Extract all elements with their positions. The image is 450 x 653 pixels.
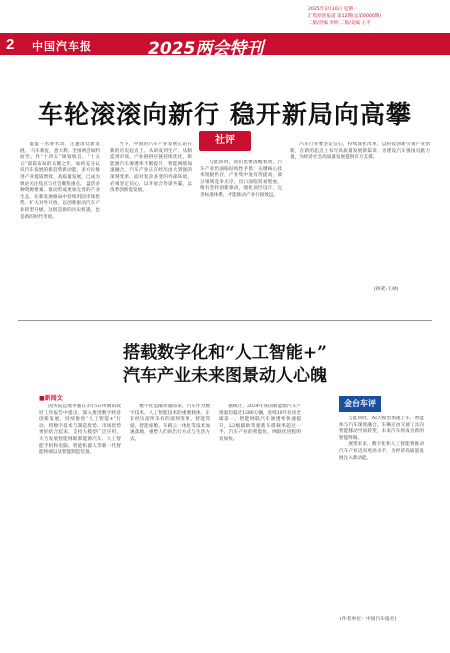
article2-column-1 (39, 404, 121, 636)
article1-column-1 (20, 142, 100, 282)
article1-column-3 (200, 160, 282, 282)
article1-column-4 (290, 142, 430, 282)
issue-info-line: 2025年3月10日 星期一 (308, 7, 358, 12)
article2-byline: (作者单位：中国汽车报社) (340, 617, 397, 622)
page-number: 2 (6, 36, 15, 53)
article1-byline: (执笔:王禄) (374, 287, 399, 292)
article2-headline-line1: 搭载数字化和“人工智能+” (123, 343, 327, 363)
article1-paragraph: 盈盈一水春水动，正逢清廷新发展。 马车新征，意大利、全国两会如约而至。作“十四五”规划收官，“十五五”谋篇布局的关键之年，如何充分认识汽车发展的新趋势新动能，多方位推进产业提质增效、高质量发展，已成为舆论关注焦点与社会聚焦重点。 盘活多种资源要素，推动形成更加完善的产业生态，在新发展格局中持续巩固市场优势、扩大对外开放，以创新驱动汽车产业转型升级，这既是新的历史机遇，也是新的时代考验。 (20, 142, 100, 220)
section-tag: ■新闻文 (39, 395, 63, 402)
issue-info-line: 二版/责编 李明 二版/美编 王平 (308, 21, 371, 26)
issue-info (308, 6, 428, 27)
issue-info-line: 汇集原创报道 第12期(总第0000期) (308, 14, 382, 19)
article2-paragraph: 与此同时，AI大模型加速上车，智能体与汽车深度融合，车辆正由交通工具向智能移动空间转变，未来汽车将成为新的智能终端。 (339, 416, 424, 441)
article2-paragraph: 据统计，2024年我国新能源汽车产销量均超过1280万辆，连续10年位居全球第一。智能网联汽车渗透率快速提升，L2级辅助驾驶新车搭载率超过一半，汽车产业的智能化、网联化进程明显加快。 (219, 404, 301, 442)
article2-column-3 (219, 404, 301, 636)
newspaper-masthead: 中国汽车报 (32, 40, 92, 53)
article1-paragraph: 与此同时，我们也要清醒看到，汽车产业仍面临结构性矛盾：关键核心技术短板仍存，产业集中度有待提高，部分领域竞争无序，出口面临贸易壁垒。唯有坚持创新驱动，强化顶层设计，完善标准体系，才能推动产业行稳致远。 (200, 160, 282, 198)
article1-headline: 车轮滚滚向新行 稳开新局向高攀 (38, 100, 412, 129)
article2-paragraph: 国务院总理李强在3月5日所做的政府工作报告中提出，深入推进数字经济创新发展，持续推进“人工智能+”行动，将数字技术与制造优势、市场优势更好结合起来，支持大模型广泛应用，大力发展智能网联新能源汽车、人工智能手机和电脑、智能机器人等新一代智能终端以及智能制造装备。 (39, 404, 121, 456)
page-header (0, 0, 450, 62)
column-badge: 金台车评 (339, 396, 381, 412)
article1-column-2 (110, 142, 192, 282)
editorial-badge: 社评 (199, 131, 251, 151)
special-edition-title: 2025两会特刊 (148, 39, 264, 59)
article2-paragraph: 数字化浪潮奔涌而来。汽车作为数字技术、人工智能技术的重要载体，正在经历前所未有的深刻变革。智能驾驶、智能座舱、车路云一体化等技术加速落地，重塑人们的出行方式与生活方式。 (130, 404, 210, 442)
article2-paragraph: 展望未来，数字化和人工智能将推动汽车产业迈向更高水平，为经济高质量发展注入新动能。 (339, 442, 424, 461)
article2-column-2 (130, 404, 210, 636)
article2-column-4 (339, 416, 424, 612)
article1-paragraph: 当下，中国的汽车产业发展正站在新的历史起点上。从研发到生产，从制造到市场，产业链供应链持续优化，新能源汽车渗透率不断提升，智能网联加速融合，汽车产业正在经历由大到强的深刻变革。面对复杂多变的外部环境，必须坚定信心，以开放合作谋共赢，以改革创新促发展。 (110, 142, 192, 194)
article1-paragraph: 汽车行业要坚定信心，持续深化改革，以科技创新引领产业创新，在新的起点上书写高质量发展新篇章，为建设汽车强国贡献力量，为经济社会高质量发展提供有力支撑。 (290, 142, 430, 161)
article-divider (18, 320, 432, 321)
article2-headline-line2: 汽车产业未来图景动人心魄 (123, 366, 327, 386)
